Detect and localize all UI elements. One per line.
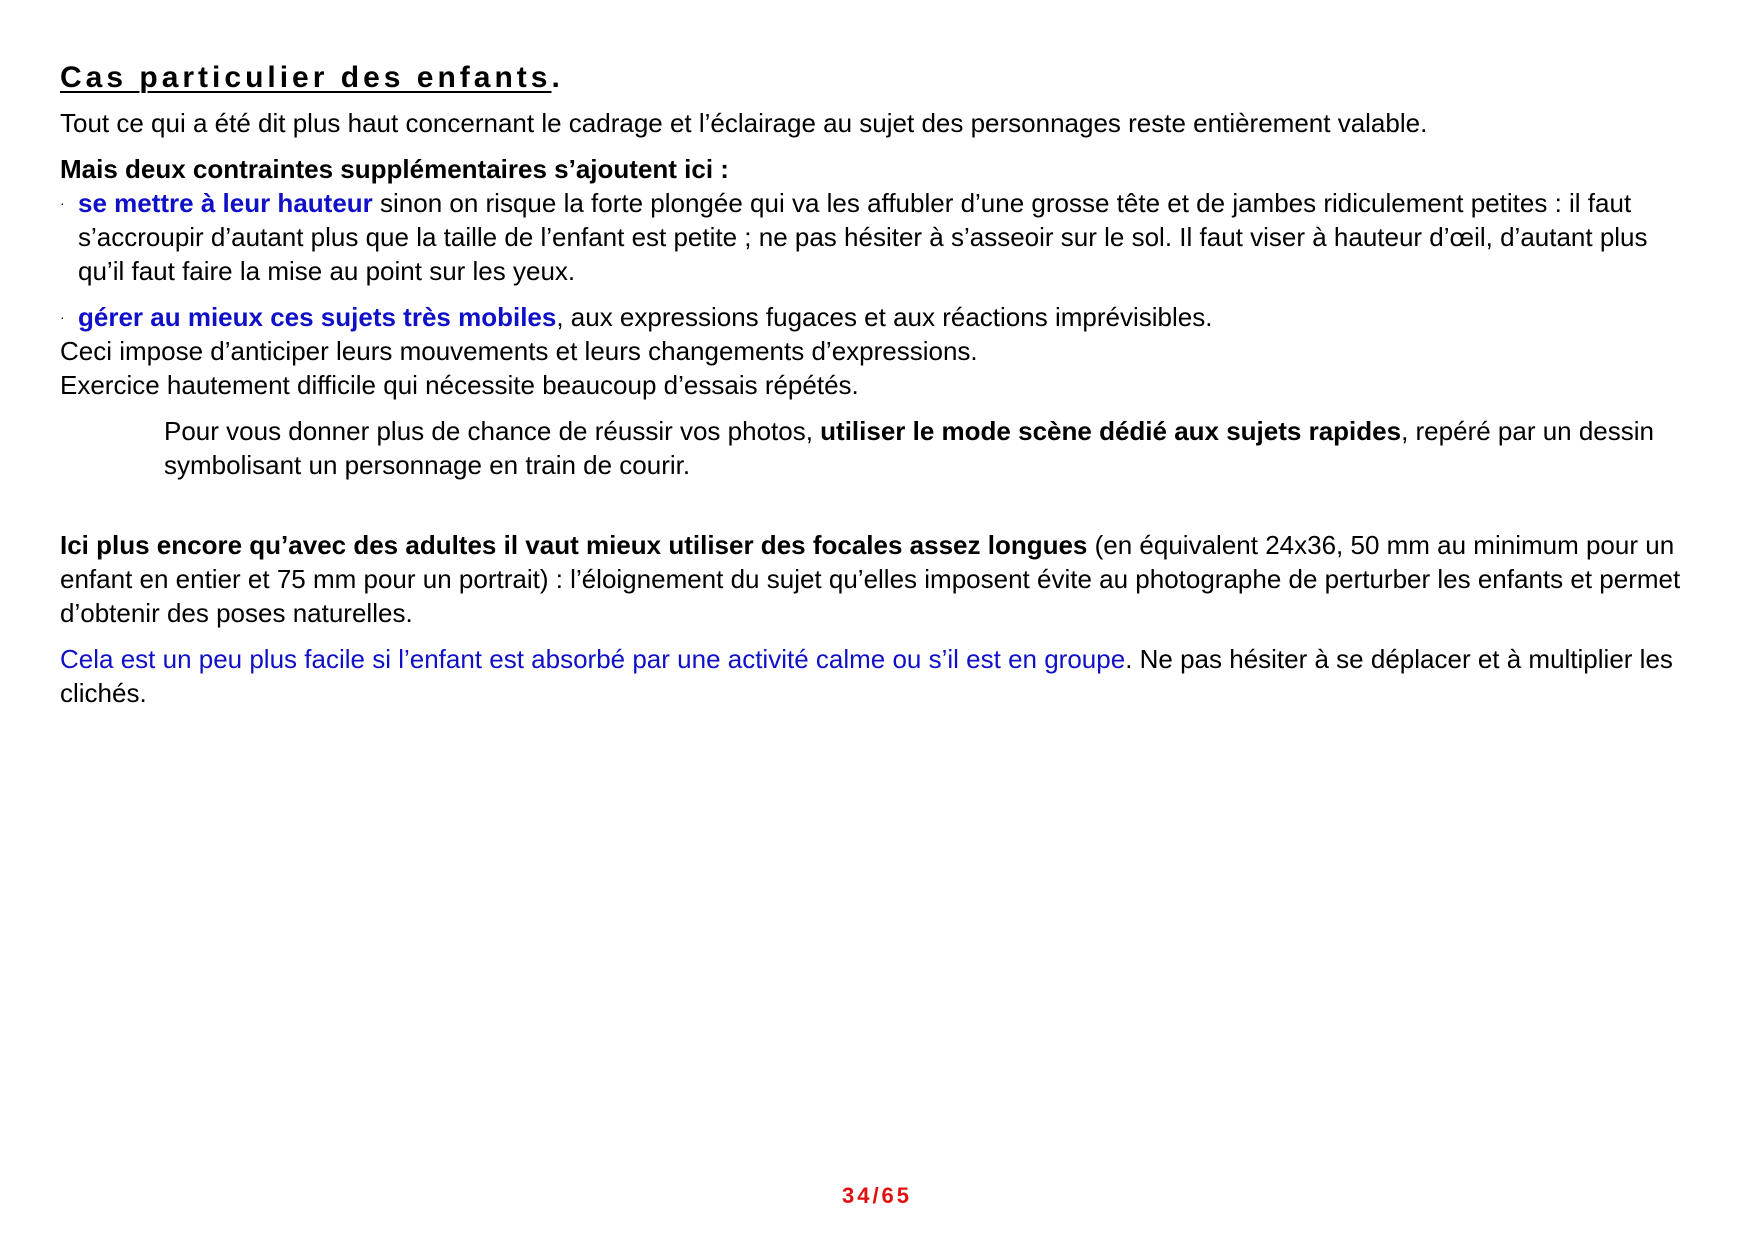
section-title xyxy=(60,58,1700,98)
bullet-marker: · xyxy=(60,195,65,211)
focal-text: (en équivalent 24x36, 50 mm au minimum pour un enfant en entier et 75 mm pour un portrait) : l’éloignement du sujet qu’elles imposent évite au photographe de perturber les enfants et permet d’obtenir des poses naturelles. xyxy=(60,530,1681,628)
closing-text: . Ne pas hésiter à se déplacer et à multiplier les clichés. xyxy=(60,644,1673,708)
tip-text-before: Pour vous donner plus de chance de réussir vos photos, xyxy=(164,416,821,446)
bullet-text: , aux expressions fugaces et aux réactions imprévisibles. xyxy=(556,302,1213,332)
anticipate-line-2: Exercice hautement difficile qui nécessite beaucoup d’essais répétés. xyxy=(60,370,859,400)
constraints-heading: Mais deux contraintes supplémentaires s’ajoutent ici : xyxy=(60,154,729,184)
bullet-item-height xyxy=(60,186,1700,288)
section-title-period: . xyxy=(551,61,564,94)
bullet-marker: · xyxy=(60,309,65,325)
closing-paragraph xyxy=(60,642,1700,710)
focal-bold-text: Ici plus encore qu’avec des adultes il vaut mieux utiliser des focales assez longues xyxy=(60,530,1088,560)
page-number: 34/65 xyxy=(841,1183,913,1208)
bullet-item-mobile xyxy=(60,300,1700,334)
tip-bold-text: utiliser le mode scène dédié aux sujets rapides xyxy=(820,416,1402,446)
focal-paragraph xyxy=(60,528,1700,630)
anticipate-line-1: Ceci impose d’anticiper leurs mouvements et leurs changements d’expressions. xyxy=(60,336,978,366)
closing-blue-text: Cela est un peu plus facile si l’enfant est absorbé par une activité calme ou s’il est en groupe xyxy=(60,644,1126,674)
intro-paragraph: Tout ce qui a été dit plus haut concernant le cadrage et l’éclairage au sujet des personnages reste entièrement valable. xyxy=(60,108,1428,138)
tip-paragraph xyxy=(164,414,1680,482)
document-page xyxy=(60,58,1700,710)
tip-text-after: , repéré par un dessin symbolisant un personnage en train de courir. xyxy=(164,416,1655,480)
section-title-text: Cas particulier des enfants xyxy=(60,61,552,94)
bullet-highlight: gérer au mieux ces sujets très mobiles xyxy=(78,302,557,332)
bullet-highlight: se mettre à leur hauteur xyxy=(78,188,373,218)
bullet-text: sinon on risque la forte plongée qui va les affubler d’une grosse tête et de jambes ridiculement petites : il faut s’accroupir d’autant plus que la taille de l’enfant est petite ; ne pas hésiter à s’asseoir sur le sol. Il faut viser à hauteur d’œil, d’autant plus qu’il faut faire la mise au point sur les yeux. xyxy=(78,188,1648,286)
